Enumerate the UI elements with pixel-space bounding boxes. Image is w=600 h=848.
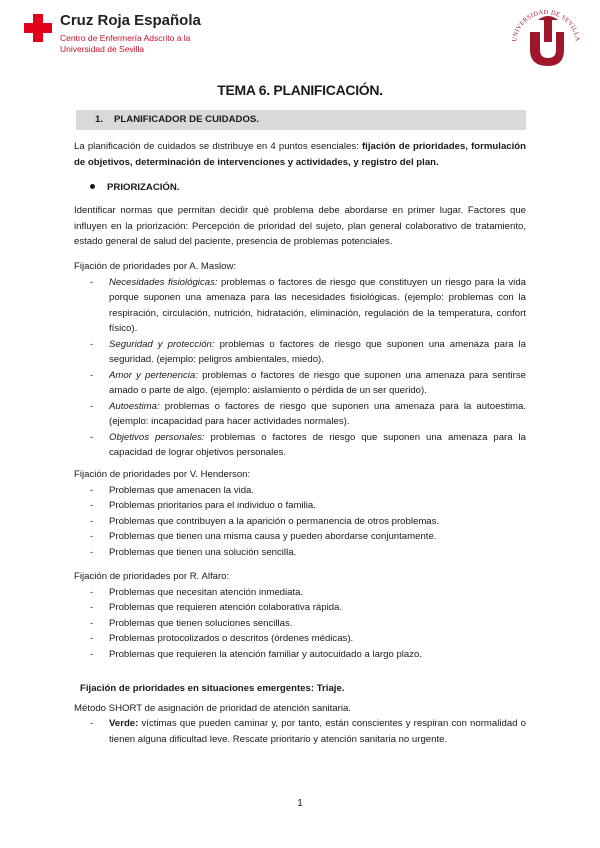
list-item: - Amor y pertenencia: problemas o factores de riesgo que suponen una amenaza para sentirse amado o parte de algo. (ejemplo: aislamiento o pérdida de un ser querido). [90, 369, 526, 396]
univ-ring-text: UNIVERSIDAD DE SEVILLA [511, 8, 581, 43]
document-title: TEMA 6. PLANIFICACIÓN. [217, 82, 383, 98]
list-item: - Problemas que requieren la atención familiar y autocuidado a largo plazo. [90, 648, 423, 660]
henderson-list [74, 483, 526, 561]
list-item: - Objetivos personales: problemas o factores de riesgo que suponen una amenaza para la capacidad de lograr objetivos personales. [90, 431, 526, 458]
list-item: - Verde: víctimas que pueden caminar y, por tanto, están conscientes y respiran con normalidad o tienen alguna dificultad leve. Rescate prioritario y atención sanitaria no urgente. [90, 718, 526, 745]
maslow-heading: Fijación de prioridades por A. Maslow: [74, 261, 237, 272]
org-name: Cruz Roja Española [60, 12, 201, 29]
org-subtitle: Centro de Enfermería Adscrito a la Universidad de Sevilla [60, 33, 191, 54]
henderson-heading: Fijación de prioridades por V. Henderson: [74, 469, 251, 480]
universidad-sevilla-logo [508, 6, 584, 70]
triaje-section [74, 681, 526, 747]
triaje-heading: Fijación de prioridades en situaciones emergentes: Triaje. [80, 683, 345, 694]
priorizacion-heading: PRIORIZACIÓN. [90, 182, 180, 193]
alfaro-heading: Fijación de prioridades por R. Alfaro: [74, 571, 230, 582]
list-item: - Problemas que amenacen la vida. [90, 484, 255, 496]
list-item: - Problemas que requieren atención colaborativa rápida. [90, 602, 343, 613]
list-item: - Problemas prioritarios para el individuo o familia. [90, 500, 316, 511]
list-item: - Problemas que tienen una solución sencilla. [90, 546, 297, 558]
alfaro-section [74, 569, 526, 662]
section-label: PLANIFICADOR DE CUIDADOS. [114, 114, 259, 125]
list-item: - Autoestima: problemas o factores de riesgo que suponen una amenaza para la autoestima. (ejemplo: incapacidad para hacer actividades normales). [90, 400, 526, 427]
triaje-method: Método SHORT de asignación de prioridad de atención sanitaria. [74, 702, 351, 714]
page-number: 1 [297, 798, 303, 809]
list-item: - Problemas que necesitan atención inmediata. [90, 586, 304, 598]
list-item: - Problemas que contribuyen a la aparición o permanencia de otros problemas. [90, 515, 440, 527]
univ-emblem-icon [530, 16, 564, 66]
alfaro-list [74, 585, 526, 663]
section-header [76, 110, 526, 130]
list-item: - Problemas que tienen soluciones sencillas. [90, 617, 293, 629]
list-item: - Problemas que tienen una misma causa y pueden abordarse conjuntamente. [90, 531, 437, 542]
list-item: - Seguridad y protección: problemas o factores de riesgo que suponen una amenaza para la seguridad. (ejemplo: peligros ambientales, miedo). [90, 338, 526, 365]
intro-paragraph: La planificación de cuidados se distribuye en 4 puntos esenciales: fijación de prioridades, formulación de objetivos, determinación de intervenciones y actividades, y registro del plan. [74, 141, 527, 168]
red-cross-icon [24, 14, 52, 42]
henderson-section [74, 467, 526, 560]
priorizacion-paragraph: Identificar normas que permitan decidir qué problema debe abordarse en primer lugar. Factores que influyen en la priorización: Percepción de prioridad del sujeto, plan general colaborativo de tratamiento, estado general de salud del paciente, presencia de problemas potenciales. [74, 205, 526, 247]
list-item: - Necesidades fisiológicas: problemas o factores de riesgo que constituyen un riesgo para la vida porque suponen una amenaza para las necesidades fisiológicas. (ejemplo: problemas con la respiración, circulación, nutrición, hidratación, eliminación, regulación de la temperatura, confort físico). [90, 276, 526, 334]
maslow-section [74, 259, 526, 461]
section-number: 1. [95, 114, 104, 125]
cruz-roja-logo [24, 12, 214, 62]
bullet-icon [90, 184, 95, 189]
maslow-list [74, 275, 526, 461]
list-item: - Problemas protocolizados o descritos (órdenes médicas). [90, 633, 354, 644]
triaje-list [74, 716, 526, 747]
